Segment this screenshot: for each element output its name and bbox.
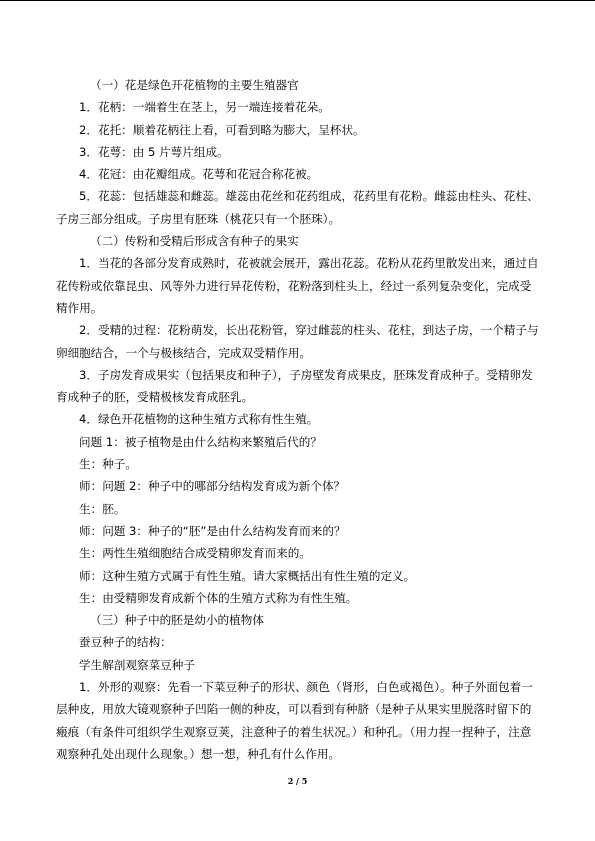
page-number: 2 / 5: [287, 776, 308, 786]
paragraph: 4．花冠：由花瓣组成。花萼和花冠合称花被。: [79, 167, 319, 182]
paragraph: （一）花是绿色开花植物的主要生殖器官: [90, 78, 299, 92]
paragraph: 生：两性生殖细胞结合成受精卵发育而来的。: [79, 546, 311, 561]
paragraph: 生：胚。: [79, 501, 126, 516]
paragraph: 3．子房发育成果实（包括果皮和种子），子房壁发育成果皮，胚珠发育成种子。受精卵发育成种子的胚，受精极核发育成胚乳。: [56, 367, 533, 405]
paragraph: 4．绿色开花植物的这种生殖方式称有性生殖。: [79, 412, 319, 427]
paragraph: 生：由受精卵发育成新个体的生殖方式称为有性生殖。: [79, 590, 358, 605]
header-rule: [0, 0, 595, 1]
paragraph: 1．花柄：一端着生在茎上，另一端连接着花朵。: [79, 100, 330, 115]
paragraph: 2．受精的过程：花粉萌发，长出花粉管，穿过雌蕊的柱头、花柱，到达子房，一个精子与卵细胞结合，一个与极核结合，完成双受精作用。: [56, 323, 539, 360]
paragraph: （三）种子中的胚是幼小的植物体: [90, 613, 264, 628]
paragraph: 师：问题 2：种子中的哪部分结构发育成为新个体？: [79, 479, 346, 494]
paragraph: 生：种子。: [79, 457, 137, 472]
paragraph: 3．花萼：由 5 片萼片组成。: [79, 144, 229, 159]
document-body: [56, 74, 540, 765]
paragraph: 师：这种生殖方式属于有性生殖。请大家概括出有性生殖的定义。: [79, 568, 416, 583]
paragraph: 1．当花的各部分发育成熟时，花被就会展开，露出花蕊。花粉从花药里散发出来，通过自花传粉或依靠昆虫、风等外力进行异花传粉，花粉落到柱头上，经过一系列复杂变化，完成受精作用。: [56, 256, 539, 315]
paragraph: 问题 1：被子植物是由什么结构来繁殖后代的？: [79, 434, 322, 449]
paragraph: 蚕豆种子的结构：: [79, 635, 172, 650]
paragraph: 师：问题 3：种子的“胚”是由什么结构发育而来的？: [79, 523, 346, 538]
paragraph: 1．外形的观察：先看一下菜豆种子的形状、颜色（肾形，白色或褐色）。种子外面包着一层种皮，用放大镜观察种子凹陷一侧的种皮，可以看到有种脐（是种子从果实里脱落时留下的瘢痕（有条件可组织学生观察豆荚，注意种子的着生状况。）和种孔。（用力捏一捏种子，注意观察种孔处出现什么现象。）想一想，种孔有什么作用。: [56, 680, 533, 761]
paragraph: 5．花蕊：包括雄蕊和雌蕊。雄蕊由花丝和花药组成，花药里有花粉。雌蕊由柱头、花柱、子房三部分组成。子房里有胚珠（桃花只有一个胚珠）。: [56, 189, 539, 226]
paragraph: 2．花托：顺着花柄往上看，可看到略为膨大，呈杯状。: [79, 122, 365, 137]
paragraph: 学生解剖观察菜豆种子: [79, 657, 195, 672]
paragraph: （二）传粉和受精后形成含有种子的果实: [90, 234, 299, 249]
